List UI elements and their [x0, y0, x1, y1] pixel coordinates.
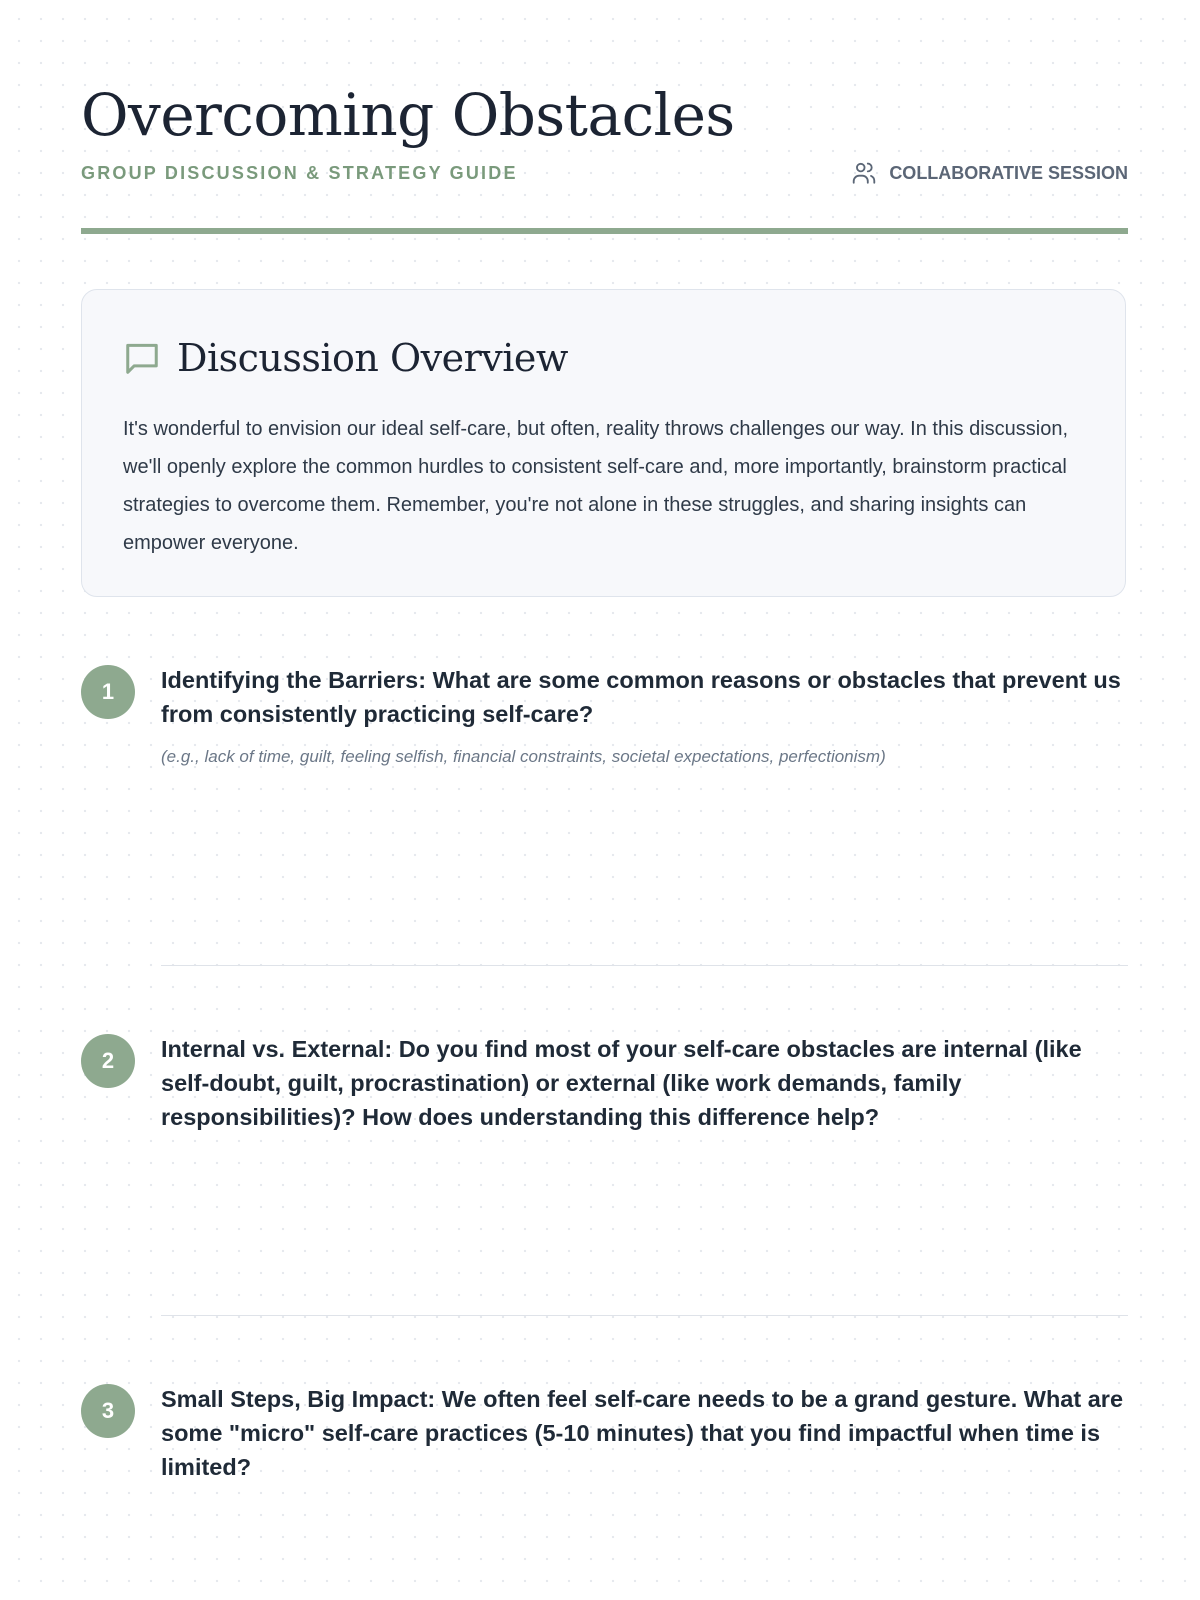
answer-line	[161, 1315, 1128, 1316]
overview-title: Discussion Overview	[177, 336, 568, 380]
session-badge	[851, 160, 1128, 186]
question-text: Identifying the Barriers: What are some common reasons or obstacles that prevent us from consistently practicing self-care?	[161, 667, 1121, 727]
overview-header	[123, 330, 1085, 386]
answer-line	[161, 965, 1128, 966]
overview-body: It's wonderful to envision our ideal self-care, but often, reality throws challenges our way. In this discussion, we'll openly explore the common hurdles to consistent self-care and, more importantly, brainstorm practical strategies to overcome them. Remember, you're not alone in these struggles, and sharing insights can empower everyone.	[123, 418, 1069, 554]
session-label: COLLABORATIVE SESSION	[889, 162, 1128, 183]
question-number-badge: 1	[81, 665, 135, 719]
question-number-badge: 2	[81, 1034, 135, 1088]
page-title: Overcoming Obstacles	[81, 81, 735, 149]
page-subtitle: GROUP DISCUSSION & STRATEGY GUIDE	[81, 163, 518, 183]
overview-card	[81, 289, 1126, 597]
question-text: Small Steps, Big Impact: We often feel self-care needs to be a grand gesture. What are some "micro" self-care practices (5-10 minutes) that you find impactful when time is limited?	[161, 1386, 1124, 1480]
users-icon	[851, 160, 877, 186]
question-hint: (e.g., lack of time, guilt, feeling selfish, financial constraints, societal expectations, perfectionism)	[161, 747, 886, 766]
question-text: Internal vs. External: Do you find most of your self-care obstacles are internal (like self-doubt, guilt, procrastination) or external (like work demands, family responsibilities)? How does understanding this difference help?	[161, 1036, 1082, 1130]
chat-bubble-icon	[123, 339, 161, 377]
question-number-badge: 3	[81, 1384, 135, 1438]
header-divider	[81, 228, 1128, 234]
